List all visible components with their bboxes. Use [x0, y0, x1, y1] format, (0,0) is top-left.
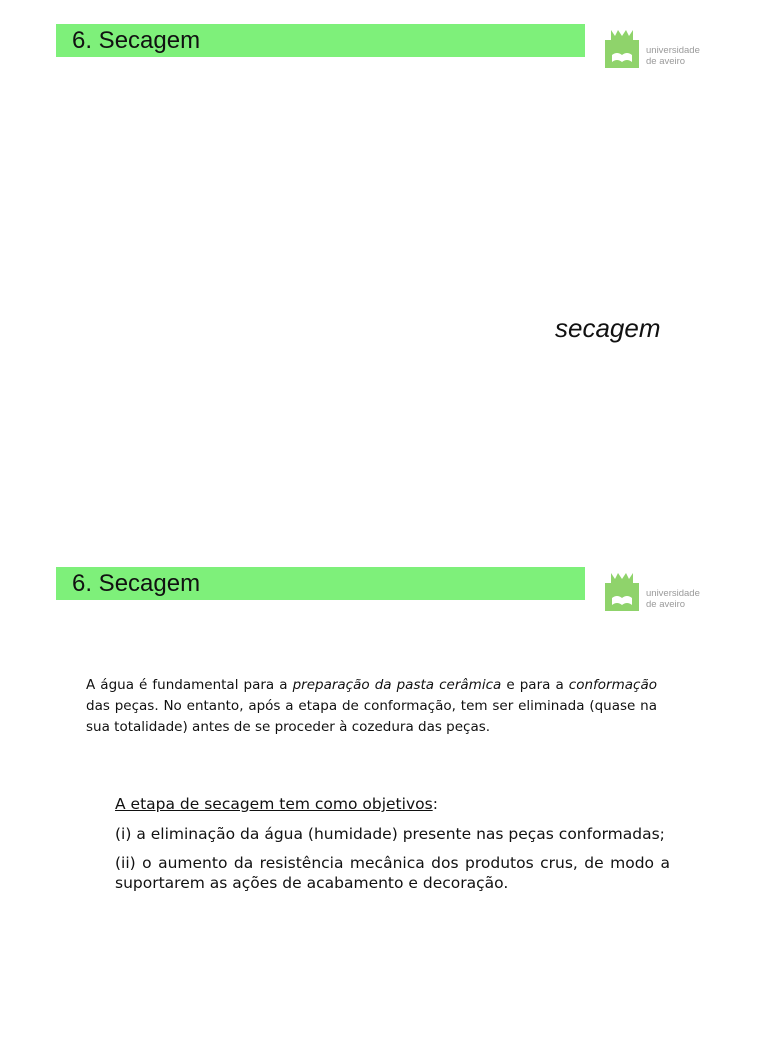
logo-line-2: de aveiro — [646, 56, 686, 67]
objectives-block — [115, 794, 670, 902]
emphasis-text: preparação da pasta cerâmica — [292, 677, 502, 693]
slide-title: 6. Secagem — [56, 567, 585, 600]
objective-item: (i) a eliminação da água (humidade) presente nas peças conformadas; — [115, 825, 665, 843]
university-castle-logo-icon — [604, 571, 640, 611]
objectives-heading: A etapa de secagem tem como objetivos: — [115, 795, 438, 813]
university-logo — [604, 567, 712, 623]
logo-line-1: universidade — [646, 588, 700, 599]
slide-1 — [0, 0, 768, 512]
university-logo — [604, 24, 712, 80]
logo-line-2: de aveiro — [646, 599, 686, 610]
emphasis-text: conformação — [568, 677, 657, 693]
logo-line-1: universidade — [646, 45, 700, 56]
university-castle-logo-icon — [604, 28, 640, 68]
objective-item: (ii) o aumento da resistência mecânica dos produtos crus, de modo a suportarem as ações de acabamento e decoração. — [115, 854, 670, 892]
slide-2 — [0, 543, 768, 1055]
intro-paragraph: A água é fundamental para a preparação da pasta cerâmica e para a conformação das peças. No entanto, após a etapa de conformação, tem ser eliminada (quase na sua totalidade) antes de se proceder à cozedura das peças. — [86, 677, 657, 735]
section-word: secagem — [555, 313, 661, 343]
slide-title: 6. Secagem — [56, 24, 585, 57]
